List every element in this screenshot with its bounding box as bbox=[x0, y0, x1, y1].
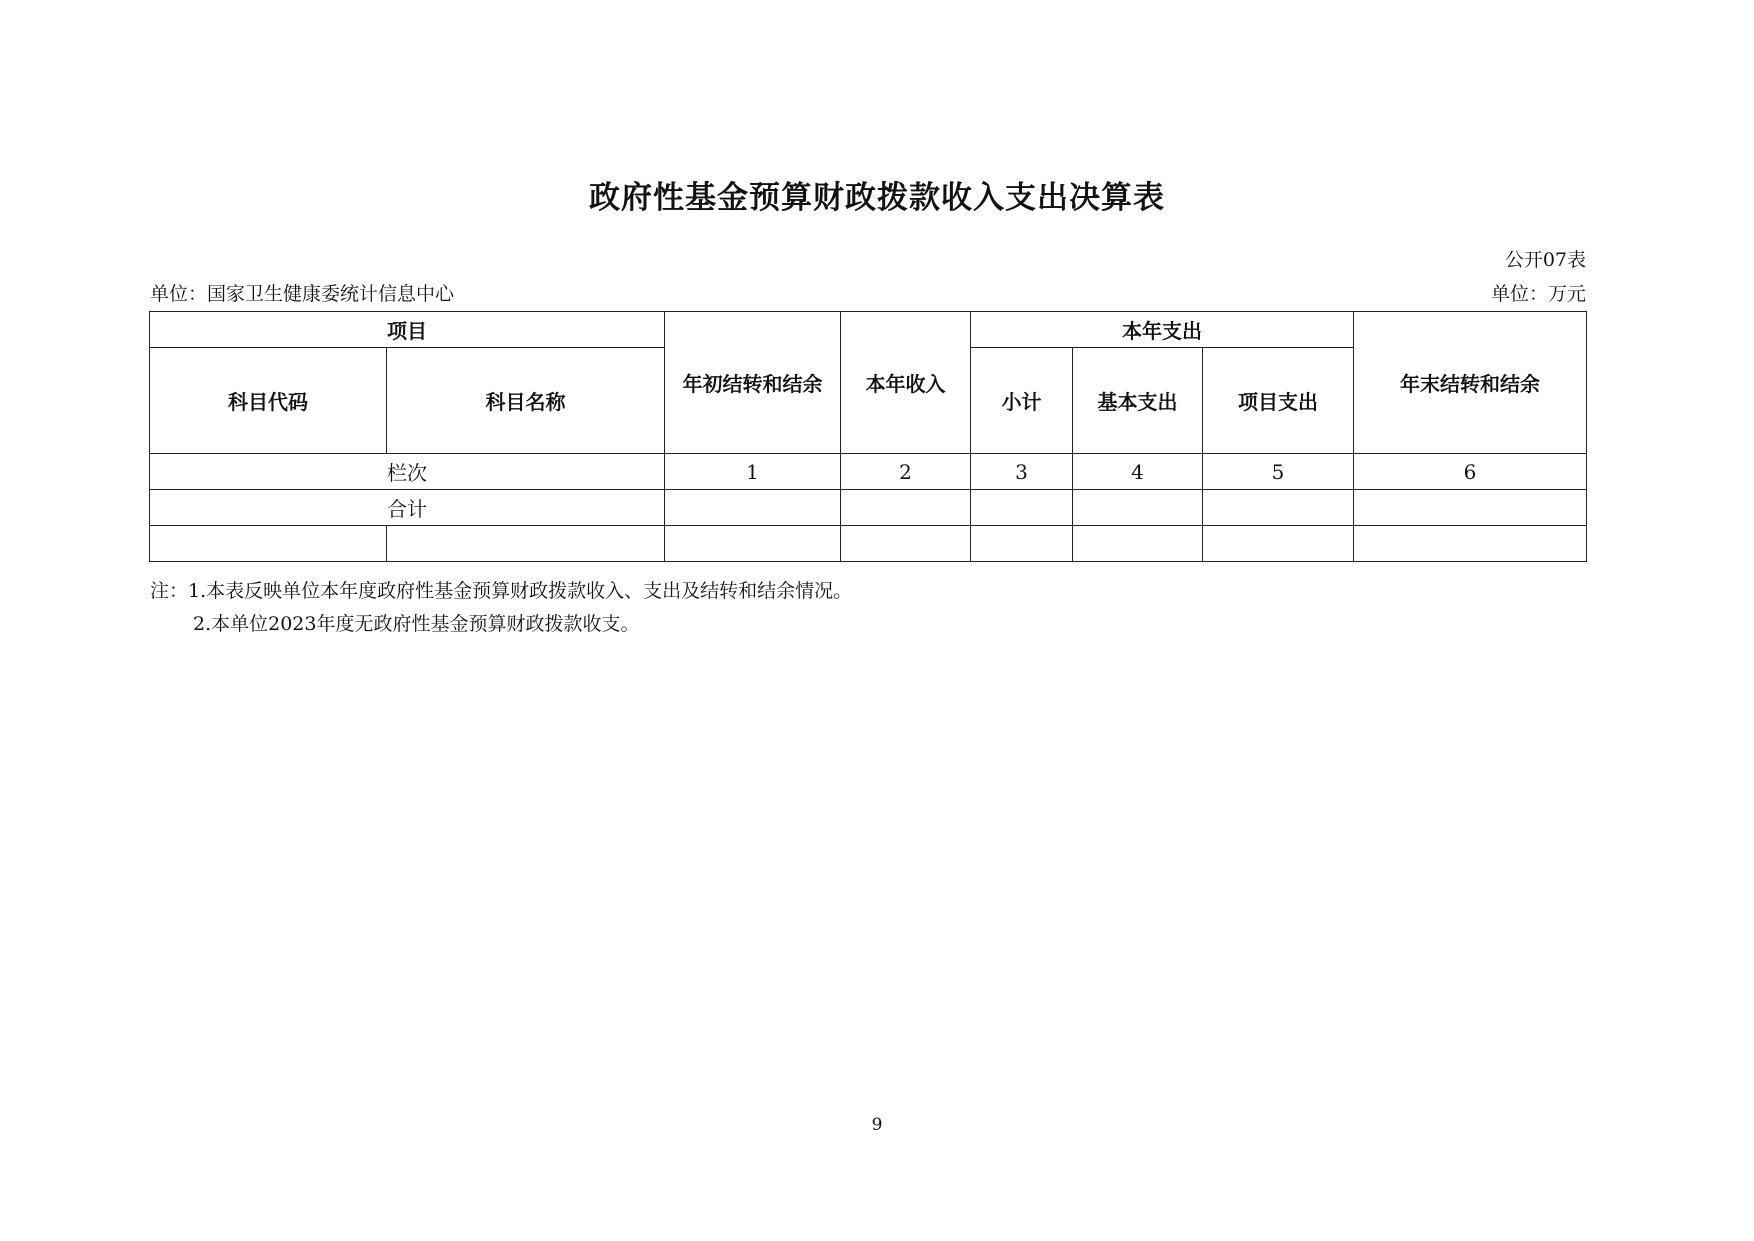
header-project-expenditure: 项目支出 bbox=[1203, 348, 1354, 454]
table-cell-empty bbox=[1203, 526, 1354, 562]
header-closing-balance: 年末结转和结余 bbox=[1354, 312, 1587, 454]
reporting-unit: 单位：国家卫生健康委统计信息中心 bbox=[150, 283, 455, 305]
table-cell-empty bbox=[971, 526, 1073, 562]
note-line: 注：1.本表反映单位本年度政府性基金预算财政拨款收入、支出及结转和结余情况。 bbox=[150, 580, 853, 602]
column-index-cell: 6 bbox=[1354, 454, 1587, 490]
column-index-label: 栏次 bbox=[150, 454, 665, 490]
header-current-income: 本年收入 bbox=[841, 312, 971, 454]
header-basic-expenditure: 基本支出 bbox=[1073, 348, 1203, 454]
fund-budget-table bbox=[149, 311, 1587, 562]
header-subtotal: 小计 bbox=[971, 348, 1073, 454]
header-item-group: 项目 bbox=[150, 312, 665, 348]
table-cell-empty bbox=[841, 490, 971, 526]
table-cell-empty bbox=[665, 526, 841, 562]
table-cell-empty bbox=[387, 526, 665, 562]
table-cell-empty bbox=[1073, 490, 1203, 526]
currency-unit: 单位：万元 bbox=[1490, 283, 1586, 305]
note-line: 2.本单位2023年度无政府性基金预算财政拨款收支。 bbox=[193, 613, 640, 635]
table-cell-empty bbox=[971, 490, 1073, 526]
total-label: 合计 bbox=[150, 490, 665, 526]
table-cell-empty bbox=[1354, 490, 1587, 526]
table-cell-empty bbox=[1203, 490, 1354, 526]
header-expenditure-group: 本年支出 bbox=[971, 312, 1354, 348]
column-index-cell: 3 bbox=[971, 454, 1073, 490]
column-index-cell: 2 bbox=[841, 454, 971, 490]
header-subject-name: 科目名称 bbox=[387, 348, 665, 454]
form-code: 公开07表 bbox=[1504, 249, 1586, 271]
page-number: 9 bbox=[871, 1115, 883, 1135]
column-index-cell: 1 bbox=[665, 454, 841, 490]
column-index-cell: 4 bbox=[1073, 454, 1203, 490]
page-title: 政府性基金预算财政拨款收入支出决算表 bbox=[589, 180, 1165, 216]
table-cell-empty bbox=[841, 526, 971, 562]
column-index-cell: 5 bbox=[1203, 454, 1354, 490]
table-cell-empty bbox=[1354, 526, 1587, 562]
table-cell-empty bbox=[1073, 526, 1203, 562]
header-subject-code: 科目代码 bbox=[150, 348, 387, 454]
table-row-empty bbox=[150, 526, 1587, 562]
table-cell-empty bbox=[665, 490, 841, 526]
notes bbox=[150, 575, 852, 641]
table-cell-empty bbox=[150, 526, 387, 562]
total-row bbox=[150, 490, 1587, 526]
column-index-row bbox=[150, 454, 1587, 490]
header-opening-balance: 年初结转和结余 bbox=[665, 312, 841, 454]
